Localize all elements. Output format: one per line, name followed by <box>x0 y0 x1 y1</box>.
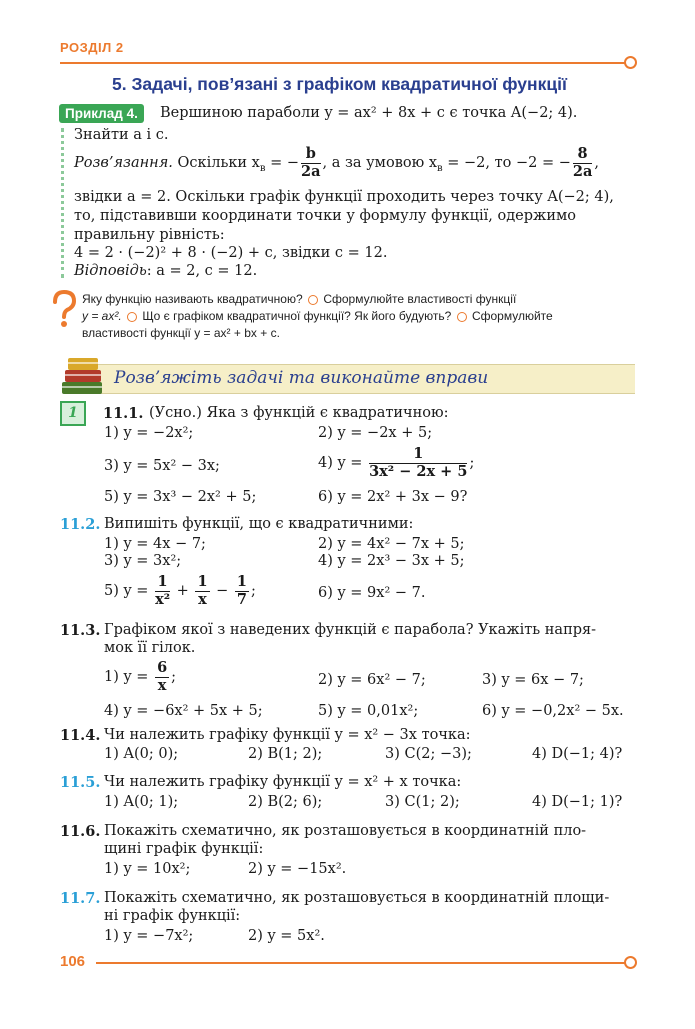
question-2-formula: y = ax². <box>82 309 122 323</box>
exercise-11-1-item: 1) y = −2x²; <box>104 425 194 441</box>
solution-line4: правильну рівність: <box>74 227 225 243</box>
exercise-11-5-number: 11.5. <box>60 774 101 791</box>
section-label: РОЗДІЛ 2 <box>60 40 124 55</box>
solution-text: Оскільки x <box>177 155 260 172</box>
solution-line5: 4 = 2 · (−2)² + 8 · (−2) + c, звідки c = 12. <box>74 245 388 261</box>
solution-text: , а за умовою x <box>322 155 437 172</box>
exercise-11-3-item: 2) y = 6x² − 7; <box>318 672 426 688</box>
exercise-11-3-item: 5) y = 0,01x²; <box>318 703 419 719</box>
exercise-11-7-item: 2) y = 5x². <box>248 928 325 944</box>
question-1: Яку функцію називають квадратичною? <box>82 292 303 306</box>
subscript: в <box>259 163 266 175</box>
bullet-ring-icon <box>127 312 137 322</box>
exercise-11-2-item: 6) y = 9x² − 7. <box>318 585 426 601</box>
subscript: в <box>437 163 443 175</box>
exercise-11-3-number: 11.3. <box>60 622 101 639</box>
solution-line2: звідки a = 2. Оскільки графік функції проходить через точку A(−2; 4), <box>74 189 614 205</box>
answer-label: Відповідь <box>74 263 147 279</box>
exercise-11-2-item-fraction: 5) y = $\frac{1}{\text{x²}}$ + $\frac{1}{x}$ − $\frac{1}{7}$ ; <box>104 573 256 608</box>
exercise-11-3-item: 6) y = −0,2x² − 5x. <box>482 703 624 719</box>
solution-line1 <box>74 146 599 180</box>
page-title: 5. Задачі, пов’язані з графіком квадратичної функції <box>112 74 567 94</box>
exercise-11-2-item: 2) y = 4x² − 7x + 5; <box>318 536 465 552</box>
example-badge: Приклад 4. <box>59 104 144 123</box>
exercise-11-2-item: 1) y = 4x − 7; <box>104 536 206 552</box>
fraction-8-2a: $\frac{8}{2a}$ <box>572 145 593 180</box>
fraction: $\frac{1}{\text{x²}}$ <box>155 573 171 608</box>
bullet-ring-icon <box>457 312 467 322</box>
exercise-11-7-intro: ні графік функції: <box>104 908 241 924</box>
exercise-11-5-intro: Чи належить графіку функції y = x² + x точка: <box>104 774 462 790</box>
exercise-11-2-item: 4) y = 2x³ − 3x + 5; <box>318 553 465 569</box>
bullet-ring-icon <box>308 295 318 305</box>
exercise-11-6-item: 1) y = 10x²; <box>104 861 191 877</box>
exercise-11-6-number: 11.6. <box>60 823 101 840</box>
exercise-11-7-intro: Покажіть схематично, як розташовується в координатній площи- <box>104 890 610 906</box>
exercise-11-4-number: 11.4. <box>60 727 101 744</box>
exercise-11-6-item: 2) y = −15x². <box>248 861 347 877</box>
exercise-11-2-item: 3) y = 3x²; <box>104 553 182 569</box>
footer-rule-end <box>624 956 637 969</box>
exercise-11-7-number: 11.7. <box>60 890 101 907</box>
exercise-11-5-item: 4) D(−1; 1)? <box>532 794 623 810</box>
exercise-11-4-item: 1) A(0; 0); <box>104 746 179 762</box>
exercise-11-1-item-fraction: 4) y = $\frac{1}{\text{3x² − 2x + 5}}$ ; <box>318 445 475 480</box>
footer-rule <box>96 962 626 964</box>
exercise-11-4-item: 3) C(2; −3); <box>385 746 472 762</box>
example-text-line2: Знайти a і c. <box>74 127 169 143</box>
exercise-11-1-item: 3) y = 5x² − 3x; <box>104 458 220 474</box>
exercise-11-3-item: 3) y = 6x − 7; <box>482 672 584 688</box>
question-2: Сформулюйте властивості функції <box>323 292 517 306</box>
exercise-11-4-item: 4) D(−1; 4)? <box>532 746 623 762</box>
question-4: Сформулюйте <box>471 309 553 323</box>
fraction-b-2a: $\frac{b}{2a}$ <box>301 145 321 180</box>
solution-text: , <box>594 155 599 172</box>
page-number: 106 <box>60 953 86 970</box>
books-icon <box>58 352 106 398</box>
solution-label: Розв’язання. <box>74 155 173 172</box>
exercise-11-4-item: 2) B(1; 2); <box>248 746 323 762</box>
exercise-11-5-item: 2) B(2; 6); <box>248 794 323 810</box>
exercise-11-6-intro: щині графік функції: <box>104 841 264 857</box>
questions-block <box>82 291 642 342</box>
exercise-11-4-intro: Чи належить графіку функції y = x² − 3x точка: <box>104 727 471 743</box>
solution-text: = − <box>265 155 300 172</box>
banner-title: Розв’яжіть задачі та виконайте вправи <box>114 368 489 388</box>
example-dotted-border <box>61 128 64 278</box>
question-4-formula: властивості функції y = ax² + bx + c. <box>82 326 280 340</box>
exercise-11-3-intro: Графіком якої з наведених функцій є парабола? Укажіть напря- <box>104 622 597 638</box>
question-mark-icon <box>50 290 78 330</box>
exercise-11-2-intro: Випишіть функції, що є квадратичними: <box>104 516 414 532</box>
exercise-11-7-item: 1) y = −7x²; <box>104 928 194 944</box>
exercise-11-3-item: 4) y = −6x² + 5x + 5; <box>104 703 263 719</box>
exercise-11-1-item: 2) y = −2x + 5; <box>318 425 433 441</box>
exercise-11-6-intro: Покажіть схематично, як розташовується в координатній пло- <box>104 823 587 839</box>
exercises-banner <box>90 364 635 394</box>
answer-text: : a = 2, c = 12. <box>146 263 258 279</box>
solution-line3: то, підставивши координати точки у формулу функції, одержимо <box>74 208 577 224</box>
level-1-badge: 1 <box>60 401 86 426</box>
fraction: $\frac{1}{7}$ <box>236 573 247 608</box>
fraction: $\frac{6}{x}$ <box>157 659 168 694</box>
fraction: $\frac{1}{\text{3x² − 2x + 5}}$ <box>369 445 468 480</box>
header-rule-end <box>624 56 637 69</box>
exercise-11-5-item: 1) A(0; 1); <box>104 794 179 810</box>
item-label: 4) y = <box>318 455 368 472</box>
exercise-11-1-intro: (Усно.) Яка з функцій є квадратичною: <box>149 405 449 421</box>
exercise-11-1-item: 6) y = 2x² + 3x − 9? <box>318 489 468 505</box>
exercise-11-1-number: 11.1. <box>103 405 144 422</box>
solution-text: = −2, то −2 = − <box>442 155 571 172</box>
fraction: $\frac{1}{x}$ <box>197 573 208 608</box>
question-3: Що є графіком квадратичної функції? Як його будують? <box>142 309 452 323</box>
exercise-11-2-number: 11.2. <box>60 516 101 533</box>
exercise-11-3-item-fraction: 1) y = $\frac{6}{x}$ ; <box>104 659 177 694</box>
exercise-11-3-intro: мок її гілок. <box>104 640 196 656</box>
answer-line <box>74 263 257 279</box>
exercise-11-5-item: 3) C(1; 2); <box>385 794 460 810</box>
example-text-line1: Вершиною параболи y = ax² + 8x + c є точка A(−2; 4). <box>160 105 578 121</box>
exercise-11-1-item: 5) y = 3x³ − 2x² + 5; <box>104 489 257 505</box>
header-rule <box>60 62 626 64</box>
